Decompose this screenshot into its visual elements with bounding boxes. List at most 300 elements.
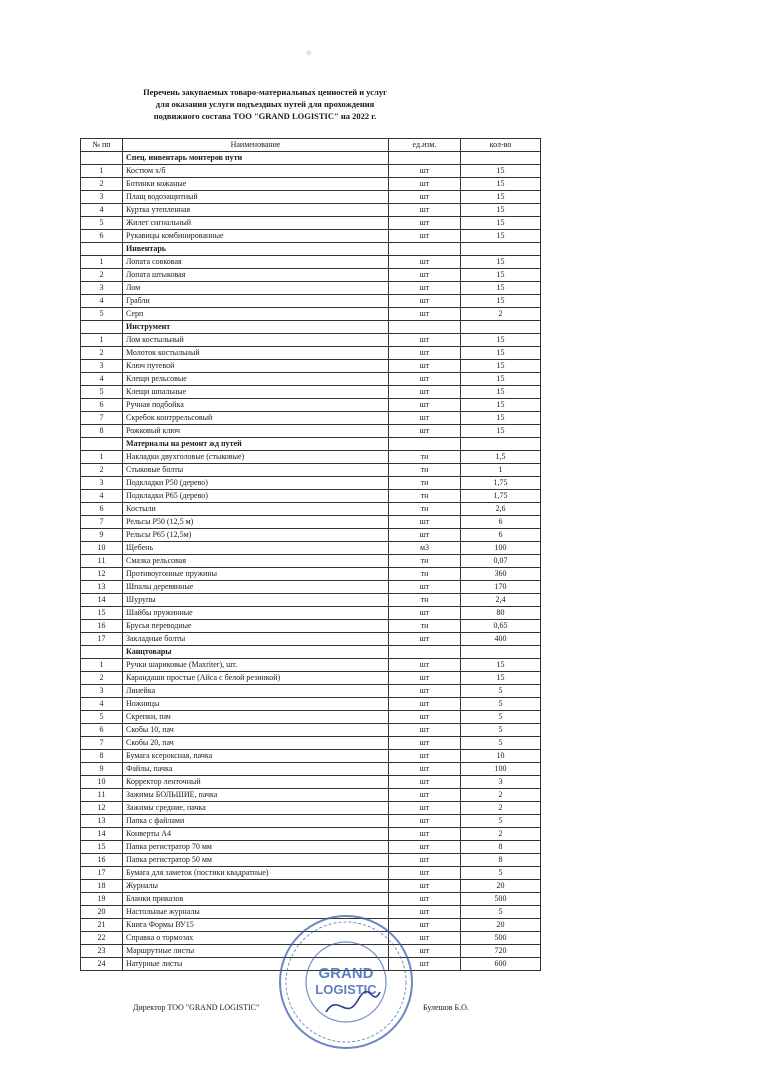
- item-unit: шт: [389, 295, 461, 308]
- item-name: Маршрутные листы: [123, 945, 389, 958]
- table-row: [81, 425, 541, 438]
- table-row: [81, 724, 541, 737]
- item-name: Молоток костыльный: [123, 347, 389, 360]
- svg-text:GRAND: GRAND: [318, 965, 374, 982]
- table-row: [81, 776, 541, 789]
- item-qty: 15: [461, 178, 541, 191]
- table-row: [81, 217, 541, 230]
- table-row: [81, 711, 541, 724]
- item-unit: [389, 438, 461, 451]
- table-row: [81, 230, 541, 243]
- table-row: [81, 178, 541, 191]
- item-name: Лопата штыковая: [123, 269, 389, 282]
- item-name: Корректор ленточный: [123, 776, 389, 789]
- item-unit: тн: [389, 594, 461, 607]
- item-name: Стыковые болты: [123, 464, 389, 477]
- item-name: Шайбы пружинные: [123, 607, 389, 620]
- item-name: Папка с файлами: [123, 815, 389, 828]
- item-qty: 500: [461, 893, 541, 906]
- row-number: 5: [81, 711, 123, 724]
- item-name: Натурные листы: [123, 958, 389, 971]
- row-number: 1: [81, 256, 123, 269]
- item-qty: 6: [461, 529, 541, 542]
- item-unit: шт: [389, 269, 461, 282]
- row-number: 4: [81, 490, 123, 503]
- item-qty: 15: [461, 386, 541, 399]
- item-name: Бланки приказов: [123, 893, 389, 906]
- table-row: [81, 555, 541, 568]
- item-unit: шт: [389, 815, 461, 828]
- svg-text:LOGISTIC: LOGISTIC: [315, 982, 377, 997]
- item-unit: шт: [389, 698, 461, 711]
- item-qty: 15: [461, 425, 541, 438]
- table-row: [81, 698, 541, 711]
- director-name: Булешов Б.О.: [423, 1003, 469, 1012]
- item-unit: [389, 152, 461, 165]
- item-unit: шт: [389, 724, 461, 737]
- table-row: [81, 620, 541, 633]
- scan-mark: ✧: [305, 48, 313, 58]
- table-row: [81, 685, 541, 698]
- item-name: Скрепки, пач: [123, 711, 389, 724]
- table-row: [81, 477, 541, 490]
- item-name: Скобы 10, пач: [123, 724, 389, 737]
- item-name: Закладные болты: [123, 633, 389, 646]
- item-qty: 2: [461, 789, 541, 802]
- row-number: 11: [81, 789, 123, 802]
- row-number: [81, 321, 123, 334]
- item-name: Справка о тормозах: [123, 932, 389, 945]
- item-qty: [461, 321, 541, 334]
- table-row: [81, 854, 541, 867]
- row-number: 9: [81, 529, 123, 542]
- row-number: 5: [81, 217, 123, 230]
- table-row: [81, 542, 541, 555]
- table-row: [81, 204, 541, 217]
- item-unit: шт: [389, 854, 461, 867]
- row-number: 10: [81, 542, 123, 555]
- item-unit: шт: [389, 919, 461, 932]
- item-qty: 15: [461, 659, 541, 672]
- item-qty: 170: [461, 581, 541, 594]
- item-qty: 20: [461, 880, 541, 893]
- item-unit: шт: [389, 529, 461, 542]
- table-body: [81, 152, 541, 971]
- item-name: Ботинки кожаные: [123, 178, 389, 191]
- table-row: [81, 659, 541, 672]
- row-number: 1: [81, 165, 123, 178]
- item-unit: шт: [389, 867, 461, 880]
- row-number: 2: [81, 672, 123, 685]
- item-unit: шт: [389, 828, 461, 841]
- item-name: Ножницы: [123, 698, 389, 711]
- item-unit: тн: [389, 464, 461, 477]
- table-row: [81, 282, 541, 295]
- item-qty: 15: [461, 334, 541, 347]
- item-unit: шт: [389, 386, 461, 399]
- item-name: Противоугонные пружины: [123, 568, 389, 581]
- item-unit: шт: [389, 737, 461, 750]
- item-unit: шт: [389, 672, 461, 685]
- table-row: [81, 568, 541, 581]
- company-stamp: [276, 912, 416, 1052]
- item-unit: шт: [389, 204, 461, 217]
- item-qty: [461, 438, 541, 451]
- item-name: Линейка: [123, 685, 389, 698]
- item-name: Инвентарь: [123, 243, 389, 256]
- item-name: Лом: [123, 282, 389, 295]
- item-name: Клещи шпальные: [123, 386, 389, 399]
- item-unit: шт: [389, 373, 461, 386]
- item-unit: шт: [389, 282, 461, 295]
- item-name: Бумага для заметок (постики квадратные): [123, 867, 389, 880]
- item-unit: шт: [389, 399, 461, 412]
- item-qty: 15: [461, 230, 541, 243]
- item-qty: 15: [461, 373, 541, 386]
- row-number: 17: [81, 867, 123, 880]
- item-name: Скребок контррельсовый: [123, 412, 389, 425]
- item-name: Рукавицы комбинированные: [123, 230, 389, 243]
- item-name: Ручная подбойка: [123, 399, 389, 412]
- item-unit: шт: [389, 581, 461, 594]
- item-qty: 8: [461, 841, 541, 854]
- item-qty: 1: [461, 464, 541, 477]
- item-unit: шт: [389, 776, 461, 789]
- table-row: [81, 529, 541, 542]
- row-number: 9: [81, 763, 123, 776]
- title-line: подвижного состава ТОО "GRAND LOGISTIC" на 2022 г.: [153, 111, 377, 121]
- item-qty: 5: [461, 867, 541, 880]
- item-qty: 0,07: [461, 555, 541, 568]
- row-number: 2: [81, 347, 123, 360]
- row-number: [81, 243, 123, 256]
- item-unit: шт: [389, 360, 461, 373]
- item-name: Спец. инвентарь монтеров пути: [123, 152, 389, 165]
- header-unit: ед.изм.: [389, 139, 461, 152]
- item-unit: тн: [389, 568, 461, 581]
- row-number: [81, 646, 123, 659]
- item-unit: тн: [389, 555, 461, 568]
- table-row: [81, 737, 541, 750]
- item-qty: 1,75: [461, 490, 541, 503]
- table-row: [81, 841, 541, 854]
- item-unit: шт: [389, 906, 461, 919]
- table-row: [81, 633, 541, 646]
- header-num: № пп: [81, 139, 123, 152]
- item-qty: 360: [461, 568, 541, 581]
- item-name: Лопата совковая: [123, 256, 389, 269]
- item-qty: 1,5: [461, 451, 541, 464]
- item-name: Смазка рельсовая: [123, 555, 389, 568]
- row-number: 3: [81, 282, 123, 295]
- row-number: 14: [81, 828, 123, 841]
- table-row: [81, 802, 541, 815]
- item-name: Щебень: [123, 542, 389, 555]
- item-unit: шт: [389, 334, 461, 347]
- section-row: [81, 438, 541, 451]
- item-name: Плащ водозащитный: [123, 191, 389, 204]
- item-qty: 100: [461, 542, 541, 555]
- items-table: [80, 138, 541, 971]
- item-name: Папка регистратор 50 мм: [123, 854, 389, 867]
- item-name: Папка регистратор 70 мм: [123, 841, 389, 854]
- row-number: 4: [81, 698, 123, 711]
- item-qty: 500: [461, 932, 541, 945]
- item-unit: шт: [389, 308, 461, 321]
- item-qty: 15: [461, 412, 541, 425]
- row-number: 15: [81, 841, 123, 854]
- item-unit: шт: [389, 945, 461, 958]
- row-number: 5: [81, 386, 123, 399]
- item-name: Рельсы Р50 (12,5 м): [123, 516, 389, 529]
- item-qty: 2: [461, 308, 541, 321]
- row-number: 13: [81, 815, 123, 828]
- item-qty: 10: [461, 750, 541, 763]
- item-qty: 15: [461, 360, 541, 373]
- row-number: [81, 152, 123, 165]
- table-row: [81, 165, 541, 178]
- row-number: 3: [81, 477, 123, 490]
- item-qty: 2: [461, 802, 541, 815]
- item-name: Грабли: [123, 295, 389, 308]
- table-header-row: [81, 139, 541, 152]
- row-number: 4: [81, 204, 123, 217]
- item-unit: шт: [389, 932, 461, 945]
- item-unit: шт: [389, 412, 461, 425]
- item-name: Бумага ксероксная, пачка: [123, 750, 389, 763]
- table-row: [81, 581, 541, 594]
- table-row: [81, 893, 541, 906]
- item-qty: [461, 646, 541, 659]
- item-name: Канцтовары: [123, 646, 389, 659]
- item-unit: шт: [389, 659, 461, 672]
- row-number: 16: [81, 854, 123, 867]
- row-number: 19: [81, 893, 123, 906]
- item-unit: шт: [389, 425, 461, 438]
- item-qty: 15: [461, 672, 541, 685]
- item-name: Инструмент: [123, 321, 389, 334]
- item-name: Журналы: [123, 880, 389, 893]
- table-row: [81, 464, 541, 477]
- item-qty: 8: [461, 854, 541, 867]
- item-unit: шт: [389, 880, 461, 893]
- row-number: 7: [81, 412, 123, 425]
- table-row: [81, 490, 541, 503]
- item-unit: шт: [389, 750, 461, 763]
- item-unit: [389, 243, 461, 256]
- item-qty: 15: [461, 269, 541, 282]
- item-name: Ручки шариковые (Maxriter), шт.: [123, 659, 389, 672]
- item-name: Рожковый ключ: [123, 425, 389, 438]
- table-row: [81, 750, 541, 763]
- header-name: Наименование: [123, 139, 389, 152]
- director-title: Директор ТОО "GRAND LOGISTIC": [133, 1003, 260, 1012]
- item-name: Подкладки Р65 (дерево): [123, 490, 389, 503]
- item-qty: 80: [461, 607, 541, 620]
- item-unit: шт: [389, 347, 461, 360]
- item-unit: шт: [389, 763, 461, 776]
- row-number: 4: [81, 295, 123, 308]
- item-name: Настольные журналы: [123, 906, 389, 919]
- item-unit: тн: [389, 477, 461, 490]
- table-row: [81, 815, 541, 828]
- row-number: 2: [81, 178, 123, 191]
- row-number: 8: [81, 425, 123, 438]
- table-row: [81, 347, 541, 360]
- row-number: 6: [81, 724, 123, 737]
- item-qty: 15: [461, 347, 541, 360]
- item-qty: 15: [461, 204, 541, 217]
- item-unit: шт: [389, 685, 461, 698]
- table-row: [81, 295, 541, 308]
- table-row: [81, 503, 541, 516]
- item-unit: тн: [389, 451, 461, 464]
- item-qty: 15: [461, 165, 541, 178]
- row-number: 10: [81, 776, 123, 789]
- header-qty: кол-во: [461, 139, 541, 152]
- row-number: 15: [81, 607, 123, 620]
- row-number: 6: [81, 399, 123, 412]
- item-unit: шт: [389, 217, 461, 230]
- row-number: 5: [81, 308, 123, 321]
- section-row: [81, 152, 541, 165]
- item-unit: м3: [389, 542, 461, 555]
- item-unit: шт: [389, 191, 461, 204]
- item-qty: 2: [461, 828, 541, 841]
- item-qty: 600: [461, 958, 541, 971]
- item-name: Шурупы: [123, 594, 389, 607]
- item-name: Серп: [123, 308, 389, 321]
- table-row: [81, 789, 541, 802]
- item-qty: 2,4: [461, 594, 541, 607]
- item-unit: [389, 321, 461, 334]
- row-number: 6: [81, 503, 123, 516]
- item-qty: 400: [461, 633, 541, 646]
- item-qty: 15: [461, 295, 541, 308]
- item-unit: шт: [389, 711, 461, 724]
- table-row: [81, 594, 541, 607]
- row-number: 23: [81, 945, 123, 958]
- table-row: [81, 516, 541, 529]
- table-row: [81, 334, 541, 347]
- item-name: Куртка утепленная: [123, 204, 389, 217]
- item-name: Материалы на ремонт жд путей: [123, 438, 389, 451]
- item-unit: шт: [389, 789, 461, 802]
- row-number: 11: [81, 555, 123, 568]
- document-title: [110, 86, 420, 122]
- table-row: [81, 308, 541, 321]
- item-name: Накладки двухголовые (стыковые): [123, 451, 389, 464]
- item-unit: шт: [389, 256, 461, 269]
- item-qty: 15: [461, 399, 541, 412]
- row-number: 2: [81, 464, 123, 477]
- section-row: [81, 243, 541, 256]
- item-qty: 5: [461, 685, 541, 698]
- item-unit: тн: [389, 490, 461, 503]
- row-number: 20: [81, 906, 123, 919]
- item-name: Зажимы БОЛЬШИЕ, пачка: [123, 789, 389, 802]
- item-qty: 15: [461, 191, 541, 204]
- item-qty: 15: [461, 217, 541, 230]
- item-unit: шт: [389, 230, 461, 243]
- row-number: 1: [81, 659, 123, 672]
- row-number: 3: [81, 685, 123, 698]
- row-number: 16: [81, 620, 123, 633]
- item-qty: 100: [461, 763, 541, 776]
- item-qty: 15: [461, 282, 541, 295]
- row-number: 12: [81, 568, 123, 581]
- row-number: 1: [81, 451, 123, 464]
- item-name: Шпалы деревянные: [123, 581, 389, 594]
- row-number: 2: [81, 269, 123, 282]
- item-qty: [461, 243, 541, 256]
- item-qty: 5: [461, 737, 541, 750]
- item-unit: шт: [389, 165, 461, 178]
- row-number: 3: [81, 191, 123, 204]
- table-row: [81, 360, 541, 373]
- table-row: [81, 867, 541, 880]
- row-number: 8: [81, 750, 123, 763]
- item-qty: 2,6: [461, 503, 541, 516]
- item-name: Карандаши простые (Айса с белой резинкой): [123, 672, 389, 685]
- item-unit: тн: [389, 620, 461, 633]
- item-qty: 5: [461, 724, 541, 737]
- section-row: [81, 321, 541, 334]
- item-name: Клещи рельсовые: [123, 373, 389, 386]
- item-unit: шт: [389, 178, 461, 191]
- item-name: Скобы 20, пач: [123, 737, 389, 750]
- item-name: Рельсы Р65 (12,5м): [123, 529, 389, 542]
- row-number: 7: [81, 737, 123, 750]
- row-number: 12: [81, 802, 123, 815]
- item-qty: 5: [461, 815, 541, 828]
- table-row: [81, 373, 541, 386]
- table-row: [81, 880, 541, 893]
- item-name: Конверты А4: [123, 828, 389, 841]
- row-number: 7: [81, 516, 123, 529]
- table-row: [81, 256, 541, 269]
- row-number: 14: [81, 594, 123, 607]
- table-row: [81, 399, 541, 412]
- item-name: Жилет сигнальный: [123, 217, 389, 230]
- item-name: Подкладки Р50 (дерево): [123, 477, 389, 490]
- item-qty: 6: [461, 516, 541, 529]
- item-unit: шт: [389, 958, 461, 971]
- item-qty: 20: [461, 919, 541, 932]
- item-qty: 5: [461, 698, 541, 711]
- table-row: [81, 269, 541, 282]
- item-name: Книга Формы ВУ15: [123, 919, 389, 932]
- item-name: Файлы, пачка: [123, 763, 389, 776]
- item-qty: 5: [461, 711, 541, 724]
- row-number: 22: [81, 932, 123, 945]
- row-number: 4: [81, 373, 123, 386]
- row-number: 6: [81, 230, 123, 243]
- row-number: 13: [81, 581, 123, 594]
- title-line: для оказания услуги подъездных путей для прохождения: [155, 99, 375, 109]
- item-qty: 3: [461, 776, 541, 789]
- item-name: Костюм х/б: [123, 165, 389, 178]
- section-row: [81, 646, 541, 659]
- row-number: 24: [81, 958, 123, 971]
- item-qty: 0,65: [461, 620, 541, 633]
- item-unit: тн: [389, 503, 461, 516]
- row-number: 3: [81, 360, 123, 373]
- row-number: [81, 438, 123, 451]
- item-unit: шт: [389, 607, 461, 620]
- row-number: 1: [81, 334, 123, 347]
- table-row: [81, 607, 541, 620]
